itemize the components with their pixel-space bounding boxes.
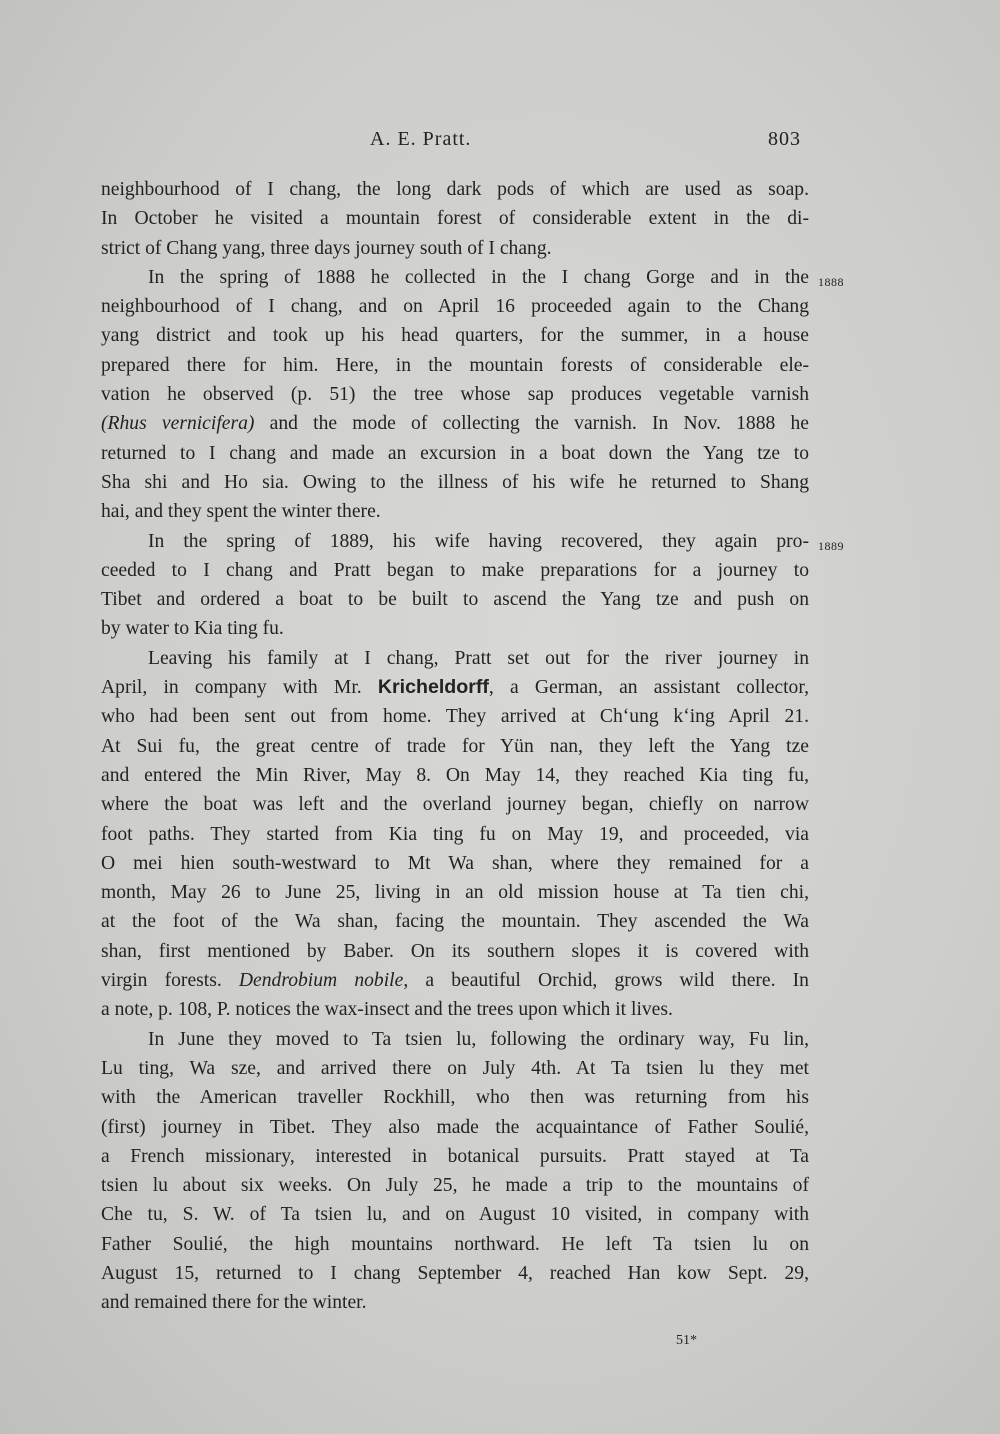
paragraph-2 bbox=[101, 263, 809, 527]
body-text bbox=[101, 175, 809, 1318]
running-header bbox=[0, 128, 1000, 158]
text-line: hai, and they spent the winter there. bbox=[101, 501, 381, 523]
text-line: shan, first mentioned by Baber. On its southern slopes it is covered with bbox=[101, 940, 809, 962]
species-name: Dendrobium nobile bbox=[238, 970, 404, 992]
text-line: yang district and took up his head quarters, for the summer, in a house bbox=[101, 325, 809, 347]
text-line: a note, p. 108, P. notices the wax-insect and the trees upon which it lives. bbox=[101, 999, 673, 1021]
text-line: where the boat was left and the overland journey began, chiefly on narrow bbox=[101, 794, 809, 816]
paragraph-1 bbox=[101, 175, 809, 263]
text-line: Leaving his family at I chang, Pratt set out for the river journey in bbox=[148, 647, 809, 669]
text-line: with the American traveller Rockhill, who then was returning from his bbox=[101, 1087, 809, 1109]
text-line: neighbourhood of I chang, and on April 16 proceeded again to the Chang bbox=[101, 296, 809, 318]
person-name: Kricheldorff bbox=[377, 676, 489, 699]
paragraph-4 bbox=[101, 644, 809, 1025]
text-fragment: April, in company with Mr. bbox=[101, 677, 378, 699]
text-line: foot paths. They started from Kia ting fu on May 19, and proceeded, via bbox=[101, 823, 809, 845]
signature-mark: 51* bbox=[676, 1333, 697, 1348]
margin-year-1888: 1888 bbox=[818, 275, 844, 289]
text-line: tsien lu about six weeks. On July 25, he made a trip to the mountains of bbox=[101, 1175, 809, 1197]
text-line: In the spring of 1889, his wife having recovered, they again pro- bbox=[148, 530, 809, 552]
text-line: (first) journey in Tibet. They also made the acquaintance of Father Soulié, bbox=[101, 1116, 809, 1138]
text-line-with-name bbox=[101, 673, 809, 702]
paragraph-5 bbox=[101, 1025, 809, 1318]
text-line: at the foot of the Wa shan, facing the mountain. They ascended the Wa bbox=[101, 911, 809, 933]
text-line: month, May 26 to June 25, living in an old mission house at Ta tien chi, bbox=[101, 882, 809, 904]
text-line: prepared there for him. Here, in the mountain forests of considerable ele- bbox=[101, 354, 809, 376]
text-line: Tibet and ordered a boat to be built to ascend the Yang tze and push on bbox=[101, 589, 809, 611]
page-number: 803 bbox=[768, 128, 801, 150]
text-line: who had been sent out from home. They arrived at Ch‘ung k‘ing April 21. bbox=[101, 706, 809, 728]
species-name: (Rhus vernicifera) bbox=[101, 413, 255, 435]
paragraph-3 bbox=[101, 527, 809, 644]
text-line-with-italic bbox=[101, 966, 809, 995]
text-line: strict of Chang yang, three days journey south of I chang. bbox=[101, 237, 552, 259]
text-fragment: , a German, an assistant collector, bbox=[488, 677, 809, 699]
text-line: August 15, returned to I chang September 4, reached Han kow Sept. 29, bbox=[101, 1262, 809, 1284]
text-line: and entered the Min River, May 8. On May 14, they reached Kia ting fu, bbox=[101, 764, 809, 786]
text-line: neighbourhood of I chang, the long dark pods of which are used as soap. bbox=[101, 179, 809, 200]
text-fragment: virgin forests. bbox=[101, 970, 239, 992]
text-line: Father Soulié, the high mountains northward. He left Ta tsien lu on bbox=[101, 1233, 809, 1255]
text-line: At Sui fu, the great centre of trade for Yün nan, they left the Yang tze bbox=[101, 735, 809, 757]
text-line: In the spring of 1888 he collected in the I chang Gorge and in the bbox=[148, 266, 809, 288]
text-line: vation he observed (p. 51) the tree whose sap produces vegetable varnish bbox=[101, 384, 809, 406]
text-line: returned to I chang and made an excursion in a boat down the Yang tze to bbox=[101, 442, 809, 464]
text-line: and remained there for the winter. bbox=[101, 1292, 367, 1314]
text-line: Che tu, S. W. of Ta tsien lu, and on August 10 visited, in company with bbox=[101, 1204, 809, 1226]
text-fragment: , a beautiful Orchid, grows wild there. In bbox=[403, 970, 809, 992]
text-line: In June they moved to Ta tsien lu, following the ordinary way, Fu lin, bbox=[148, 1028, 809, 1050]
text-line-with-italic bbox=[101, 409, 809, 438]
text-line: a French missionary, interested in botanical pursuits. Pratt stayed at Ta bbox=[101, 1145, 809, 1167]
text-line: O mei hien south-westward to Mt Wa shan, where they remained for a bbox=[101, 852, 809, 874]
text-line: Sha shi and Ho sia. Owing to the illness of his wife he returned to Shang bbox=[101, 471, 809, 493]
text-line: by water to Kia ting fu. bbox=[101, 618, 284, 640]
text-fragment: and the mode of collecting the varnish. In Nov. 1888 he bbox=[269, 413, 809, 435]
text-line: ceeded to I chang and Pratt began to make preparations for a journey to bbox=[101, 559, 809, 581]
margin-year-1889: 1889 bbox=[818, 539, 844, 553]
text-line: Lu ting, Wa sze, and arrived there on July 4th. At Ta tsien lu they met bbox=[101, 1057, 809, 1079]
text-line: In October he visited a mountain forest of considerable extent in the di- bbox=[101, 208, 809, 230]
running-title: A. E. Pratt. bbox=[370, 128, 472, 150]
